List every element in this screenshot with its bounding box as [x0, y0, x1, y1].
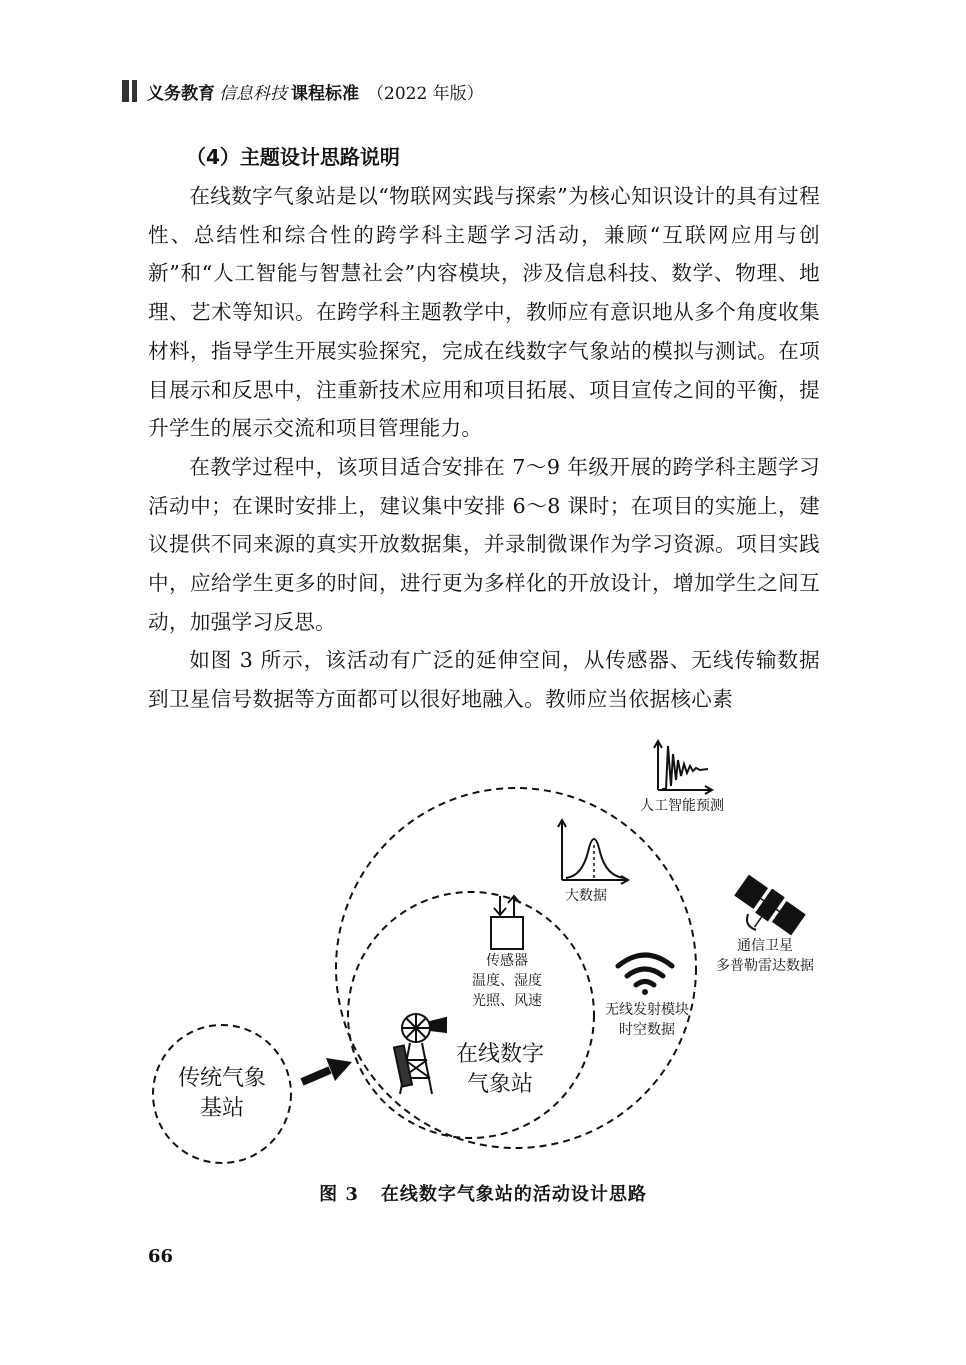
online-station-line-2: 气象站 [466, 1072, 533, 1097]
wireless-label [592, 1000, 702, 1040]
inner-circle [348, 892, 594, 1138]
wireless-line-1: 无线发射模块 [605, 1002, 689, 1018]
section-title: （4）主题设计思路说明 [186, 145, 400, 169]
running-header [122, 78, 484, 104]
ai-prediction-label: 人工智能预测 [640, 798, 724, 814]
sensor-line-3: 光照、风速 [472, 993, 542, 1009]
outer-circle [336, 788, 696, 1148]
traditional-station-line-1: 传统气象 [177, 1066, 266, 1091]
sensor-icon [491, 896, 523, 949]
body-text [148, 137, 820, 719]
traditional-station-label [170, 1064, 274, 1124]
traditional-station-line-2: 基站 [199, 1096, 244, 1121]
satellite-icon [727, 874, 806, 947]
satellite-label [706, 936, 824, 976]
caption-number: 图 3 [319, 1184, 359, 1205]
paragraph-2: 在教学过程中，该项目适合安排在 7～9 年级开展的跨学科主题学习活动中；在课时安排上，建议集中安排 6～8 课时；在项目的实施上，建议提供不同来源的真实开放数据集，并录制微课作为学习资源。项目实践中，应给学生更多的时间，进行更为多样化的开放设计，增加学生之间互动，加强学习反思。 [148, 454, 820, 634]
traditional-station-circle [153, 1025, 291, 1163]
paragraph-1: 在线数字气象站是以“物联网实践与探索”为核心知识设计的具有过程性、总结性和综合性的跨学科主题学习活动，兼顾“互联网应用与创新”和“人工智能与智慧社会”内容模块，涉及信息科技、数学、物理、地理、艺术等知识。在跨学科主题教学中，教师应有意识地从多个角度收集材料，指导学生开展实验探究，完成在线数字气象站的模拟与测试。在项目展示和反思中，注重新技术应用和项目拓展、项目宣传之间的平衡，提升学生的展示交流和项目管理能力。 [148, 184, 820, 441]
header-edition: （2022 年版） [367, 83, 484, 104]
sensor-line-2: 温度、湿度 [472, 973, 542, 989]
wireless-line-2: 时空数据 [619, 1022, 675, 1038]
sensor-line-1: 传感器 [486, 953, 528, 969]
header-prefix: 义务教育 [147, 83, 215, 104]
bell-curve-icon [558, 820, 628, 884]
header-marks [122, 80, 137, 102]
paragraph-3: 如图 3 所示，该活动有广泛的延伸空间，从传感器、无线传输数据到卫星信号数据等方面都可以很好地融入。教师应当依据核心素 [148, 648, 820, 712]
page-number: 66 [148, 1246, 174, 1267]
header-suffix: 课程标准 [291, 83, 359, 104]
header-subject: 信息科技 [219, 83, 287, 104]
satellite-line-2: 多普勒雷达数据 [716, 958, 814, 974]
caption-title: 在线数字气象站的活动设计思路 [380, 1184, 647, 1205]
damped-signal-icon [654, 741, 712, 794]
arrow-icon [302, 1058, 352, 1082]
satellite-line-1: 通信卫星 [737, 938, 793, 954]
online-station-line-1: 在线数字 [455, 1042, 544, 1067]
figure-caption [0, 1180, 966, 1206]
sensor-label [452, 951, 562, 1011]
online-station-label [448, 1040, 552, 1100]
wifi-icon [618, 955, 672, 995]
big-data-label: 大数据 [565, 888, 607, 904]
weather-tower-icon [394, 1014, 446, 1094]
